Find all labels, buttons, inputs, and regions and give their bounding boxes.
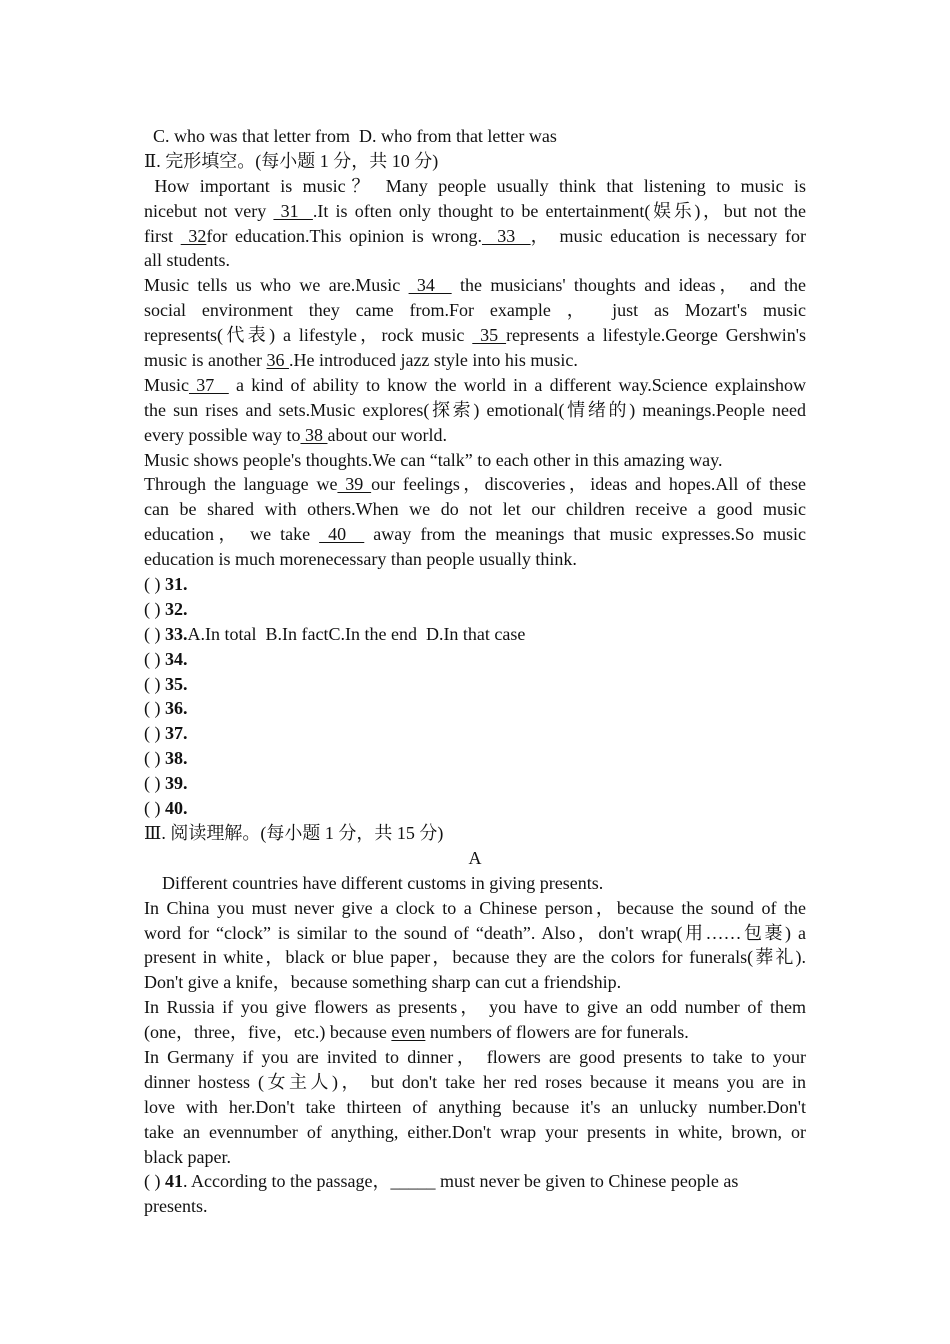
text-segment: In Russia if you give flowers as presents， you have to give an odd number of them [144,997,806,1018]
text-line [144,423,806,448]
text-line [144,448,806,473]
text-segment: ( ) [144,598,165,619]
text-line [144,1070,806,1095]
text-segment: In China you must never give a clock to a Chinese person，because the sound of the [144,897,806,918]
text-segment: represents(代表) a lifestyle，rock music [144,325,473,346]
blank-answer: 32 [180,225,207,246]
text-line [144,871,806,896]
blank-answer: 35 [472,325,507,346]
text-line [144,1169,806,1194]
text-line [144,821,806,846]
text-line [144,1045,806,1070]
text-segment: ( ) [144,723,165,744]
text-segment: Through the language we [144,474,338,495]
text-segment: must never be given to Chinese people as [435,1171,739,1192]
question-number: 38. [165,748,188,769]
text-segment: ( ) [144,623,165,644]
question-number: 41 [165,1171,183,1192]
text-segment: love with her.Don't take thirteen of anything because it's an unlucky number.Don't [144,1096,806,1117]
text-line [144,995,806,1020]
text-segment: .It is often only thought to be entertainment(娱乐)，but not the [312,200,806,221]
question-number: 31. [165,574,188,595]
text-segment: education， we take [144,524,320,545]
text-segment: music is another [144,350,267,371]
text-line [144,647,806,672]
text-segment: black paper. [144,1146,231,1167]
text-segment: . According to the passage， [183,1171,391,1192]
text-segment: Don't give a knife，because something sharp can cut a friendship. [144,972,622,993]
text-line [144,398,806,423]
text-segment: ( ) [144,698,165,719]
text-line [144,497,806,522]
text-line [144,846,806,871]
text-segment: (one，three，five，etc.) because [144,1022,392,1043]
text-line [144,1095,806,1120]
text-segment: our feelings，discoveries，ideas and hopes.All of these [371,474,806,495]
text-segment: Music [144,374,189,395]
blank-answer: 40 [319,524,365,545]
text-segment: .He introduced jazz style into his music. [288,350,578,371]
text-segment: all students. [144,250,230,271]
text-segment: the musicians' thoughts and ideas， and the [451,275,806,296]
text-line [144,199,806,224]
text-segment: for education.This opinion is wrong. [206,225,482,246]
text-segment: nicebut not very [144,200,274,221]
text-line [144,224,806,249]
text-segment: word for “clock” is similar to the sound of “death”. Also，don't wrap(用……包裹) a [144,922,806,943]
text-segment: ( ) [144,1171,165,1192]
text-line [144,746,806,771]
text-segment: C. who was that letter from D. who from that letter was [144,126,557,146]
text-line [144,672,806,697]
text-segment: Ⅲ. 阅读理解。(每小题 1 分，共 15 分) [144,822,444,843]
text-segment: every possible way to [144,424,301,445]
text-segment: dinner hostess (女主人)， but don't take her red roses because it means you are in [144,1071,806,1092]
text-segment: ， music education is necessary for [530,225,807,246]
text-line [144,522,806,547]
blank-answer: 33 [481,225,531,246]
question-number: 35. [165,673,188,694]
text-line [144,1120,806,1145]
text-line [144,921,806,946]
text-segment: Music tells us who we are.Music [144,275,409,296]
text-line [144,696,806,721]
text-segment: first [144,225,181,246]
text-line [144,323,806,348]
text-line [144,796,806,821]
question-number: 36. [165,698,188,719]
text-line [144,248,806,273]
text-segment: education is much morenecessary than people usually think. [144,549,577,570]
blank-answer: 39 [337,474,372,495]
text-line [144,597,806,622]
text-line [144,373,806,398]
text-segment: numbers of flowers are for funerals. [425,1022,689,1043]
text-segment: the sun rises and sets.Music explores(探索) emotional(情绪的) meanings.People need [144,399,806,420]
text-segment: about our world. [327,424,447,445]
text-line [144,572,806,597]
blank-answer: even [391,1022,426,1043]
text-segment: represents a lifestyle.George Gershwin's [506,325,807,346]
text-segment: ( ) [144,748,165,769]
text-segment: ( ) [144,648,165,669]
text-segment: presents. [144,1196,208,1217]
text-line [144,348,806,373]
text-line [144,174,806,199]
document-page [144,124,806,1219]
text-line [144,149,806,174]
text-segment: Music shows people's thoughts.We can “talk” to each other in this amazing way. [144,449,723,470]
text-segment: A.In total B.In factC.In the end D.In that case [187,623,526,644]
text-segment: In Germany if you are invited to dinner， flowers are good presents to take to your [144,1046,806,1067]
text-line [144,124,806,149]
text-segment: ( ) [144,574,165,595]
text-line [144,1194,806,1219]
text-segment: ( ) [144,798,165,819]
blank-answer: 37 [189,374,229,395]
text-segment: ( ) [144,773,165,794]
text-segment: take an evennumber of anything, either.Don't wrap your presents in white, brown, or [144,1121,806,1142]
text-line [144,1145,806,1170]
text-segment: A [468,847,482,868]
question-number: 33. [165,623,188,644]
text-line [144,896,806,921]
text-line [144,1020,806,1045]
text-segment: social environment they came from.For example ， just as Mozart's music [144,300,806,321]
text-segment: present in white，black or blue paper，because they are the colors for funerals(葬礼). [144,947,806,968]
text-segment: a kind of ability to know the world in a different way.Science explainshow [228,374,806,395]
blank-answer: 34 [408,275,452,296]
blank-answer: 31 [273,200,313,221]
question-number: 37. [165,723,188,744]
text-line [144,298,806,323]
text-segment: can be shared with others.When we do not let our children receive a good music [144,499,806,520]
question-number: 39. [165,773,188,794]
text-line [144,945,806,970]
text-segment: ( ) [144,673,165,694]
text-line [144,771,806,796]
text-segment: Different countries have different customs in giving presents. [144,872,604,893]
text-line [144,721,806,746]
text-line [144,472,806,497]
blank-answer: 36 [266,350,289,371]
text-line [144,622,806,647]
question-number: 32. [165,598,188,619]
question-number: 40. [165,798,188,819]
text-segment: Ⅱ. 完形填空。(每小题 1 分，共 10 分) [144,150,439,171]
text-segment: How important is music？ Many people usually think that listening to music is [144,175,807,196]
text-line [144,273,806,298]
question-number: 34. [165,648,188,669]
blank-answer: 38 [300,424,328,445]
text-line [144,970,806,995]
text-segment: away from the meanings that music expresses.So music [364,524,806,545]
text-segment: _____ [390,1171,436,1192]
text-line [144,547,806,572]
